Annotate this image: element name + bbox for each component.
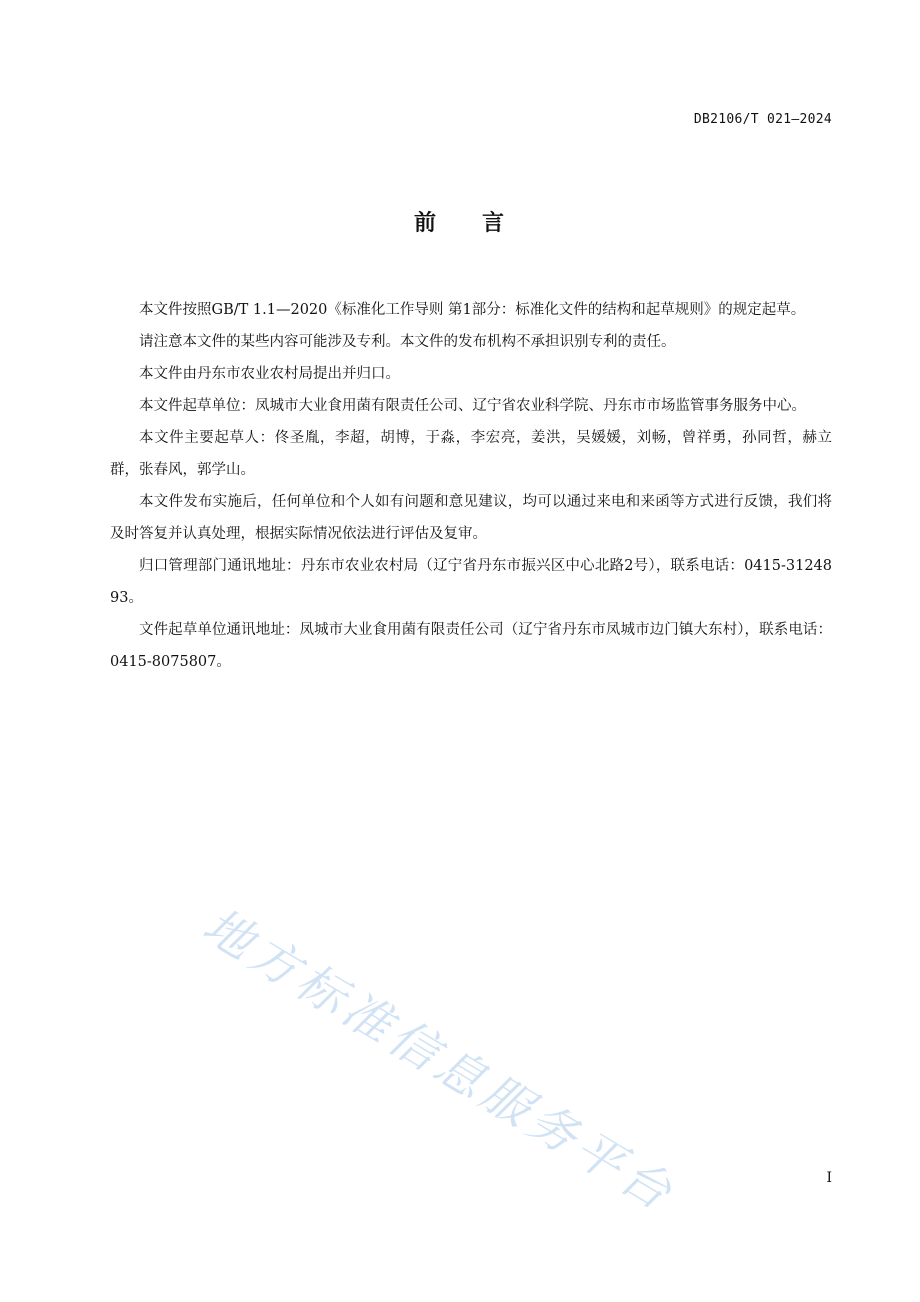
paragraph-drafting-rules: 本文件按照GB/T 1.1—2020《标准化工作导则 第1部分：标准化文件的结构和起草规则》的规定起草。 [139,302,806,318]
page-title-left: 前 [413,211,438,236]
document-code: DB2106/T 021—2024 [693,112,832,127]
page-title [0,206,920,237]
page-number: I [826,1170,832,1186]
paragraph-patent-notice: 请注意本文件的某些内容可能涉及专利。本文件的发布机构不承担识别专利的责任。 [139,334,676,350]
paragraph-drafting-units: 本文件起草单位：凤城市大业食用菌有限责任公司、辽宁省农业科学院、丹东市市场监管事务服务中心。 [139,398,806,414]
watermark: 地方标准信息服务平台 [193,897,686,1224]
paragraph-drafter-address: 文件起草单位通讯地址：凤城市大业食用菌有限责任公司（辽宁省丹东市凤城市边门镇大东村），联系电话：0415-8075807。 [110,622,832,670]
paragraph-feedback: 本文件发布实施后，任何单位和个人如有问题和意见建议，均可以通过来电和来函等方式进行反馈，我们将及时答复并认真处理，根据实际情况依法进行评估及复审。 [110,494,832,542]
foreword-body [110,294,832,678]
paragraph-drafters: 本文件主要起草人：佟圣胤，李超，胡博，于淼，李宏亮，姜洪，吴媛媛，刘畅，曾祥勇，孙同哲，赫立群，张春风，郭学山。 [110,430,832,478]
paragraph-proposer: 本文件由丹东市农业农村局提出并归口。 [139,366,400,382]
paragraph-authority-address: 归口管理部门通讯地址：丹东市农业农村局（辽宁省丹东市振兴区中心北路2号），联系电话：0415-3124893。 [110,558,832,606]
page-title-right: 言 [482,211,507,236]
